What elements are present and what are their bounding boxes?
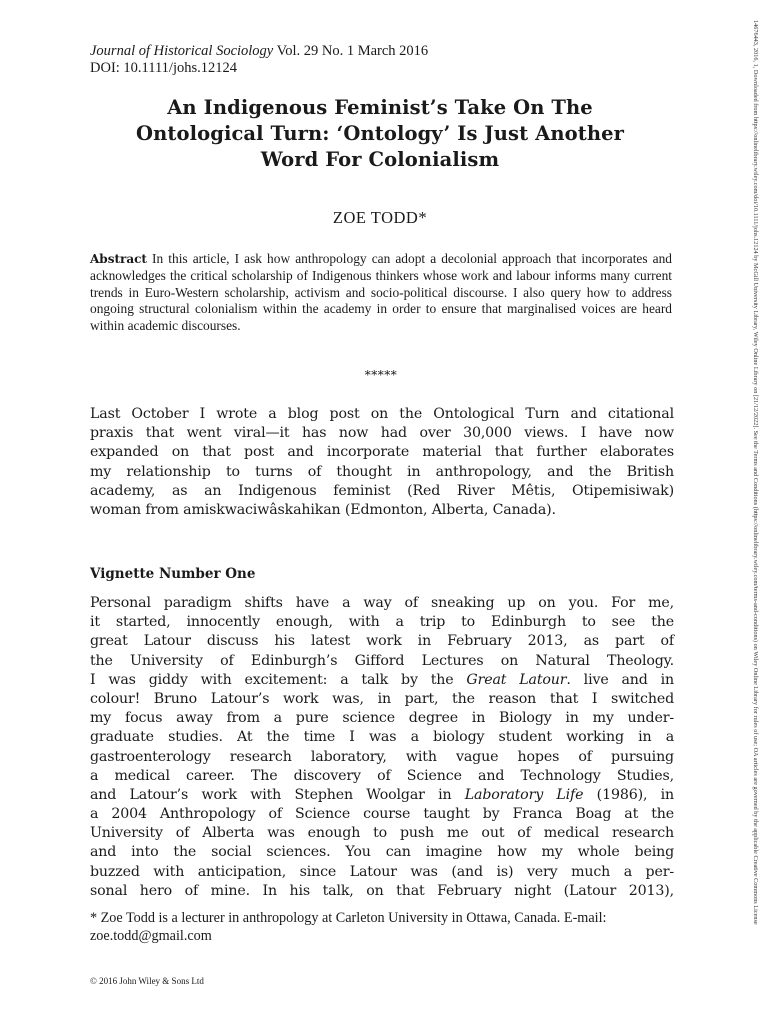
text-line: University of Alberta was enough to push me out of medical research <box>90 825 674 842</box>
download-sidebar <box>747 20 761 1005</box>
author-footnote: * Zoe Todd is a lecturer in anthropology at Carleton University in Ottawa, Canada. E-mail: zoe.todd@gmail.com <box>90 910 607 944</box>
vignette-paragraph <box>90 594 674 901</box>
section-heading: Vignette Number One <box>90 566 256 582</box>
text-line: a medical career. The discovery of Science and Technology Studies, <box>90 767 674 784</box>
text-line: buzzed with anticipation, since Latour was (and is) very much a per- <box>90 863 674 880</box>
text-line: great Latour discuss his latest work in February 2013, as part of <box>90 633 674 650</box>
journal-issue: Vol. 29 No. 1 March 2016 <box>273 43 429 59</box>
text-line: the University of Edinburgh’s Gifford Lectures on Natural Theology. <box>90 652 674 669</box>
journal-doi: DOI: 10.1111/johs.12124 <box>90 60 238 76</box>
text-segment: . live and in <box>566 671 674 688</box>
text-line: Personal paradigm shifts have a way of sneaking up on you. For me, <box>90 595 674 611</box>
text-line: my focus away from a pure science degree in Biology in my under- <box>90 710 674 727</box>
title-line: Ontological Turn: ‘Ontology’ Is Just Another <box>136 122 624 145</box>
text-line: expanded on that post and incorporate material that further elaborates <box>90 444 674 461</box>
journal-header <box>90 43 428 77</box>
abstract-text: In this article, I ask how anthropology can adopt a decolonial approach that incorporates and acknowledges the critical scholarship of Indigenous thinkers whose work and labour informs many current trends in Euro-Western scholarship, activism and socio-political discourse. I also query how to address ongoing structural colonialism within the academy in order to ensure that marginalised voices are heard within academic discourses. <box>90 251 672 334</box>
section-separator: ***** <box>364 368 398 382</box>
text-line: academy, as an Indigenous feminist (Red River Mêtis, Otipemisiwak) <box>90 482 674 499</box>
text-line: praxis that went viral—it has now had over 30,000 views. I have now <box>90 425 674 442</box>
text-line: sonal hero of mine. In his talk, on that February night (Latour 2013), <box>90 882 674 899</box>
title-line: Word For Colonialism <box>260 148 500 171</box>
text-segment: I was giddy with excitement: a talk by the <box>90 671 467 688</box>
title-line: An Indigenous Feminist’s Take On The <box>167 96 593 119</box>
text-line: woman from amiskwaciwâskahikan (Edmonton, Alberta, Canada). <box>90 501 556 518</box>
journal-name: Journal of Historical Sociology <box>90 43 274 59</box>
abstract-label: Abstract <box>90 252 147 266</box>
italic-term: Laboratory Life <box>464 786 584 803</box>
copyright-notice: © 2016 John Wiley & Sons Ltd <box>90 976 204 986</box>
text-line: graduate studies. At the time I was a biology student working in a <box>90 729 674 746</box>
text-segment: (1986), in <box>583 786 674 803</box>
text-line: Last October I wrote a blog post on the Ontological Turn and citational <box>90 406 674 422</box>
text-line: my relationship to turns of thought in anthropology, and the British <box>90 463 674 480</box>
text-line <box>90 671 674 690</box>
text-segment: and Latour’s work with Stephen Woolgar in <box>90 786 465 803</box>
download-notice: 14676443, 2016, 1, Downloaded from https://onlinelibrary.wiley.com/doi/10.1111/johs.12124 by McGill University Library, Wiley Online Library on [21/12/2022]. See the Terms and Conditions (https://onlinelibrary.wiley.com/terms-and-conditions) on Wiley Online Library for rules of use; OA articles are governed by the applicable Creative Commons License <box>752 20 759 925</box>
italic-term: Great Latour <box>466 671 567 688</box>
abstract <box>90 251 672 335</box>
text-line: colour! Bruno Latour’s work was, in part, the reason that I switched <box>90 690 674 707</box>
article-title <box>70 95 690 173</box>
text-line: it started, innocently enough, with a trip to Edinburgh to see the <box>90 614 674 631</box>
author-name: ZOE TODD* <box>332 208 428 227</box>
intro-paragraph <box>90 405 674 520</box>
text-line: gastroenterology research laboratory, with vague hopes of pursuing <box>90 748 674 765</box>
text-line <box>90 786 674 805</box>
text-line: a 2004 Anthropology of Science course taught by Franca Boag at the <box>90 806 674 823</box>
text-line: and into the social sciences. You can imagine how my whole being <box>90 844 674 861</box>
